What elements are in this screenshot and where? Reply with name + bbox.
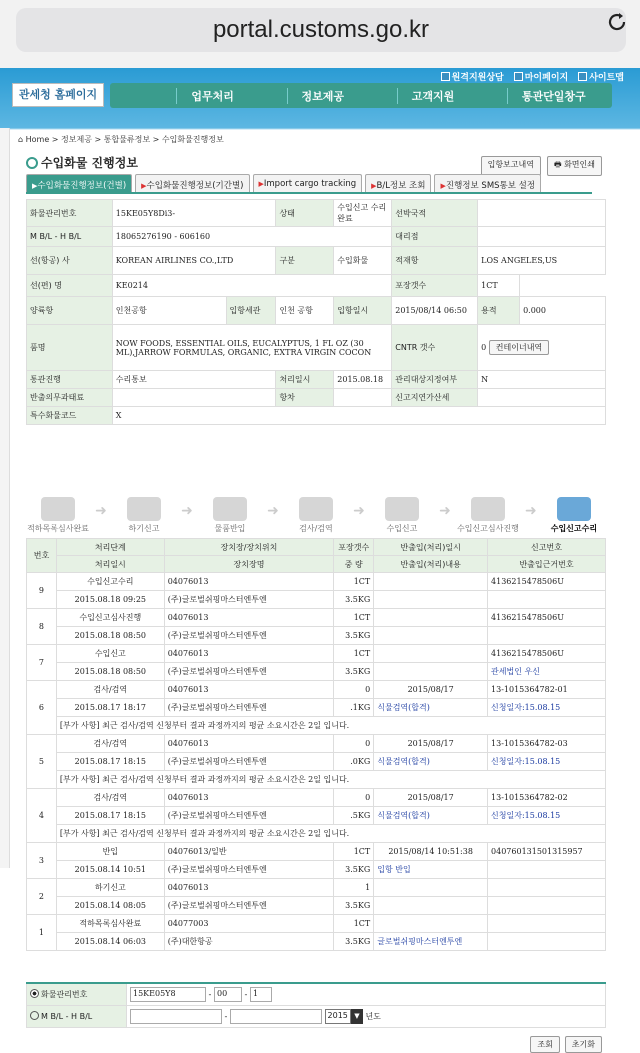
step-review: 수입신고심사진행 xyxy=(456,497,520,534)
row-stage: 적하목록심사완료 xyxy=(56,915,164,933)
row-basis xyxy=(488,627,606,645)
row-no: 9 xyxy=(27,573,57,609)
row-basis: 신청일자:15.08.15 xyxy=(488,807,606,825)
row-package: 0 xyxy=(334,735,374,753)
tab-sms[interactable]: ▶진행정보 SMS통보 설정 xyxy=(434,174,541,192)
row-basis xyxy=(488,861,606,879)
row-stage: 검사/검역 xyxy=(56,789,164,807)
magnifier-icon xyxy=(299,497,333,521)
step-accepted: 수입신고수리 xyxy=(542,497,606,534)
table-row xyxy=(27,663,606,681)
row-decl-no: 13-1015364782-01 xyxy=(488,681,606,699)
row-yard: (주)글로벌쉬핑마스터엔투엔 xyxy=(164,897,334,915)
table-row-note xyxy=(27,825,606,843)
row-package: 1CT xyxy=(334,573,374,591)
progress-steps xyxy=(26,488,606,534)
row-no: 7 xyxy=(27,645,57,681)
row-weight: 3.5KG xyxy=(334,933,374,951)
row-time: 2015.08.17 18:15 xyxy=(56,807,164,825)
home-button[interactable]: 관세청 홈페이지 xyxy=(12,83,104,107)
row-weight: .5KG xyxy=(334,807,374,825)
table-row-note xyxy=(27,717,606,735)
row-time: 2015.08.14 08:05 xyxy=(56,897,164,915)
row-weight: 3.5KG xyxy=(334,897,374,915)
mbl-input[interactable] xyxy=(130,1009,222,1024)
row-location: 04076013 xyxy=(164,735,334,753)
cargo-info-table: 화물관리번호 15KE05Y8Di3- 상태 수입신고 수리 완료 선박국적 M B/L - H B/L 18065276190 - 606160 대리점 선(항공) 사 KOREAN AIRLINES CO.,LTD 구분 수입화물 적재항 LOS ANGELES,US 선(편) 명 KE0214 포장갯수 1CT 양륙항 인천공항 입항세관 인천 공항 입항일시 2015/08/14 06:50 용적 0.000 품명 NOW FOODS, ESSENTIAL OILS, EUCALYPTUS, 1 FL OZ (30 ML),JARROW FORMULAS, ORGANIC, EXTRA VIRGIN COCON CNTR 갯수 0 컨테이너내역 통관진행 수리통보 처리일시 2015.08.18 관리대상지정여부 N 반출의무과태료 항차 신고지연가산세 특수화물코드 X xyxy=(26,199,606,425)
row-inout-time xyxy=(374,915,488,933)
row-time: 2015.08.14 06:03 xyxy=(56,933,164,951)
document-icon xyxy=(471,497,505,521)
row-location: 04076013/일반 xyxy=(164,843,334,861)
row-inout-time: 2015/08/17 xyxy=(374,681,488,699)
row-yard: (주)글로벌쉬핑마스터엔투엔 xyxy=(164,807,334,825)
row-stage: 하기신고 xyxy=(56,879,164,897)
cargo-no-input-1[interactable]: 15KE05Y8 xyxy=(130,987,206,1002)
row-content: 식물검역(합격) xyxy=(374,699,488,717)
row-content: 식물검역(합격) xyxy=(374,753,488,771)
table-row xyxy=(27,627,606,645)
table-row xyxy=(27,681,606,699)
row-content xyxy=(374,663,488,681)
step-manifest: 적하목록심사완료 xyxy=(26,497,90,534)
row-no: 1 xyxy=(27,915,57,951)
row-yard: (주)글로벌쉬핑마스터엔투엔 xyxy=(164,861,334,879)
step-unload: 하기신고 xyxy=(112,497,176,534)
row-decl-no: 13-1015364782-02 xyxy=(488,789,606,807)
row-stage: 수입신고수리 xyxy=(56,573,164,591)
row-basis xyxy=(488,897,606,915)
row-no: 8 xyxy=(27,609,57,645)
row-stage: 반입 xyxy=(56,843,164,861)
arrow-icon: ➜ xyxy=(525,503,537,519)
row-decl-no: 4136215478506U xyxy=(488,645,606,663)
row-content: 입항 반입 xyxy=(374,861,488,879)
row-inout-time xyxy=(374,645,488,663)
row-no: 4 xyxy=(27,789,57,843)
arrow-icon: ➜ xyxy=(439,503,451,519)
link-remote-support[interactable]: 원격지원상담 xyxy=(441,70,504,83)
row-stage: 검사/검역 xyxy=(56,735,164,753)
table-row xyxy=(27,699,606,717)
row-inout-time: 2015/08/17 xyxy=(374,789,488,807)
chevron-down-icon[interactable]: ▼ xyxy=(351,1009,363,1024)
row-package: 1CT xyxy=(334,915,374,933)
row-package: 1CT xyxy=(334,609,374,627)
row-yard: (주)대한항공 xyxy=(164,933,334,951)
menu-work[interactable]: 업무처리 xyxy=(176,88,234,104)
crane-icon xyxy=(127,497,161,521)
row-weight: 3.5KG xyxy=(334,627,374,645)
tab-import-tracking[interactable]: ▶Import cargo tracking xyxy=(253,174,363,192)
row-location: 04076013 xyxy=(164,681,334,699)
table-row xyxy=(27,879,606,897)
computer-icon xyxy=(557,497,591,521)
link-mypage[interactable]: 마이페이지 xyxy=(514,70,568,83)
tab-single[interactable]: ▶수입화물진행정보(건별) xyxy=(26,174,132,192)
step-declare: 수입신고 xyxy=(370,497,434,534)
row-note: [부가 사항] 최근 검사/검역 신청부터 결과 과정까지의 평균 소요시간은 2일 입니다. xyxy=(56,771,605,789)
row-yard: (주)글로벌쉬핑마스터엔투엔 xyxy=(164,699,334,717)
table-row xyxy=(27,591,606,609)
page-title: 수입화물 진행정보 xyxy=(26,154,138,171)
row-weight: 3.5KG xyxy=(334,663,374,681)
tab-bar xyxy=(26,174,592,194)
radio-cargo-no[interactable] xyxy=(30,989,39,998)
table-row xyxy=(27,933,606,951)
row-inout-time xyxy=(374,879,488,897)
pen-icon xyxy=(385,497,419,521)
row-location: 04076013 xyxy=(164,609,334,627)
row-package: 1CT xyxy=(334,843,374,861)
reload-icon[interactable] xyxy=(604,9,630,35)
row-decl-no: 040760131501315957 xyxy=(488,843,606,861)
printer-icon: 🖶 xyxy=(553,160,565,169)
main-menu xyxy=(110,83,612,108)
row-content: 글로벌쉬핑마스터엔투엔 xyxy=(374,933,488,951)
table-row xyxy=(27,897,606,915)
progress-table: 번호 처리단계 장치장/장치위치 포장갯수 반출입(처리)일시 신고번호 처리일시 장치장명 중 량 반출입(처리)내용 반출입근거번호 9 수입신고수리 04076013 1CT 4136215478506U 2015.08.18 09:25 (주)글로벌쉬핑마스터엔투엔 3.5KG 8 수입신고심사진행 04076013 1CT 4136215478506U 2015.08.18 08:50 (주)글로벌쉬핑마스터엔투엔 3.5KG 7 수입신고 04076013 1CT 4136215478506U 2015.08.18 08:50 (주)글로벌쉬핑마스터엔투엔 3.5KG 관세법인 우신 6 검사/검역 04076013 0 2015/08/17 13-1015364782-01 2015.08.17 18:17 (주)글로벌쉬핑마스터엔투엔 .1KG 식물검역(합격) 신청일자:15.08.15 [부가 사항] 최근 검사/검역 신청부터 결과 과정까지의 평균 소요시간은 2일 입니다. 5 검사/검역 04076013 0 2015/08/17 13-1015364782-03 2015.08.17 18:15 (주)글로벌쉬핑마스터엔투엔 .0KG 식물검역(합격) 신청일자:15.08.15 [부가 사항] 최근 검사/검역 신청부터 결과 과정까지의 평균 소요시간은 2일 입니다. 4 검사/검역 04076013 0 2015/08/17 13-1015364782-02 2015.08.17 18:15 (주)글로벌쉬핑마스터엔투엔 .5KG 식물검역(합격) 신청일자:15.08.15 [부가 사항] 최근 검사/검역 신청부터 결과 과정까지의 평균 소요시간은 2일 입니다. 3 반입 04076013/일반 1CT 2015/08/14 10:51:38 040760131501315957 2015.08.14 10:51 (주)글로벌쉬핑마스터엔투엔 3.5KG 입항 반입 2 하기신고 04076013 1 2015.08.14 08:05 (주)글로벌쉬핑마스터엔투엔 3.5KG 1 적하목록심사완료 04077003 1CT 2015.08.14 06:03 (주)대한항공 3.5KG 글로벌쉬핑마스터엔투엔 xyxy=(26,538,606,951)
breadcrumb: ⌂ Home > 정보제공 > 통합물류정보 > 수입화물진행정보 xyxy=(18,135,224,144)
row-decl-no xyxy=(488,915,606,933)
sitemap-icon xyxy=(578,72,587,81)
row-yard: (주)글로벌쉬핑마스터엔투엔 xyxy=(164,627,334,645)
row-inout-time xyxy=(374,573,488,591)
radio-bl[interactable] xyxy=(30,1011,39,1020)
row-stage: 수입신고심사진행 xyxy=(56,609,164,627)
step-inspection: 검사/검역 xyxy=(284,497,348,534)
menu-info[interactable]: 정보제공 xyxy=(287,88,345,104)
row-decl-no: 4136215478506U xyxy=(488,609,606,627)
row-location: 04076013 xyxy=(164,645,334,663)
print-button[interactable]: 🖶 화면인쇄 xyxy=(547,156,602,176)
table-row xyxy=(27,735,606,753)
tab-bl-info[interactable]: ▶B/L정보 조회 xyxy=(365,174,431,192)
row-package: 1CT xyxy=(334,645,374,663)
row-weight: .1KG xyxy=(334,699,374,717)
row-time: 2015.08.18 08:50 xyxy=(56,663,164,681)
user-icon xyxy=(514,72,523,81)
table-row xyxy=(27,645,606,663)
left-strip xyxy=(0,128,10,868)
table-row xyxy=(27,807,606,825)
row-basis xyxy=(488,591,606,609)
row-weight: 3.5KG xyxy=(334,861,374,879)
table-row xyxy=(27,573,606,591)
table-row xyxy=(27,789,606,807)
row-package: 1 xyxy=(334,879,374,897)
row-yard: (주)글로벌쉬핑마스터엔투엔 xyxy=(164,663,334,681)
row-location: 04076013 xyxy=(164,879,334,897)
row-inout-time: 2015/08/17 xyxy=(374,735,488,753)
row-content xyxy=(374,591,488,609)
row-basis: 신청일자:15.08.15 xyxy=(488,753,606,771)
row-weight: 3.5KG xyxy=(334,591,374,609)
reset-button[interactable]: 초기화 xyxy=(565,1036,602,1053)
row-yard: (주)글로벌쉬핑마스터엔투엔 xyxy=(164,591,334,609)
table-row xyxy=(27,843,606,861)
row-inout-time xyxy=(374,609,488,627)
table-row xyxy=(27,915,606,933)
row-yard: (주)글로벌쉬핑마스터엔투엔 xyxy=(164,753,334,771)
row-decl-no xyxy=(488,879,606,897)
search-button[interactable]: 조회 xyxy=(530,1036,559,1053)
remote-icon xyxy=(441,72,450,81)
cargo-no-input-3[interactable]: 1 xyxy=(250,987,272,1002)
stamp-icon xyxy=(41,497,75,521)
truck-icon xyxy=(213,497,247,521)
row-basis: 신청일자:15.08.15 xyxy=(488,699,606,717)
menu-support[interactable]: 고객지원 xyxy=(397,88,455,104)
menu-single-window[interactable]: 통관단일창구 xyxy=(507,88,586,104)
row-location: 04076013 xyxy=(164,789,334,807)
url-field[interactable]: portal.customs.go.kr xyxy=(16,8,626,52)
title-icon xyxy=(26,157,38,169)
row-note: [부가 사항] 최근 검사/검역 신청부터 결과 과정까지의 평균 소요시간은 2일 입니다. xyxy=(56,825,605,843)
arrow-icon: ➜ xyxy=(267,503,279,519)
row-stage: 검사/검역 xyxy=(56,681,164,699)
arrow-icon: ➜ xyxy=(181,503,193,519)
row-basis xyxy=(488,933,606,951)
row-content xyxy=(374,897,488,915)
row-no: 6 xyxy=(27,681,57,735)
portal-page xyxy=(0,68,640,1049)
top-links xyxy=(441,70,624,83)
table-row xyxy=(27,753,606,771)
hbl-input[interactable] xyxy=(230,1009,322,1024)
row-no: 3 xyxy=(27,843,57,879)
arrival-report-button[interactable]: 입항보고내역 xyxy=(481,156,541,176)
row-time: 2015.08.17 18:15 xyxy=(56,753,164,771)
row-content: 식물검역(합격) xyxy=(374,807,488,825)
table-row xyxy=(27,861,606,879)
arrow-icon: ➜ xyxy=(353,503,365,519)
row-note: [부가 사항] 최근 검사/검역 신청부터 결과 과정까지의 평균 소요시간은 2일 입니다. xyxy=(56,717,605,735)
row-package: 0 xyxy=(334,681,374,699)
tab-period[interactable]: ▶수입화물진행정보(기간별) xyxy=(135,174,249,192)
row-time: 2015.08.18 08:50 xyxy=(56,627,164,645)
search-form: 화물관리번호 15KE05Y8 - 00 - 1 M B/L - H B/L - 2015 ▼ 년도 xyxy=(26,982,606,1028)
row-location: 04076013 xyxy=(164,573,334,591)
row-time: 2015.08.17 18:17 xyxy=(56,699,164,717)
container-list-button[interactable]: 컨테이너내역 xyxy=(489,340,549,355)
row-time: 2015.08.14 10:51 xyxy=(56,861,164,879)
browser-bar xyxy=(0,0,640,68)
table-row xyxy=(27,609,606,627)
row-package: 0 xyxy=(334,789,374,807)
cargo-no-input-2[interactable]: 00 xyxy=(214,987,242,1002)
year-select[interactable]: 2015 xyxy=(325,1009,351,1024)
row-no: 5 xyxy=(27,735,57,789)
row-location: 04077003 xyxy=(164,915,334,933)
step-warehouse: 물품반입 xyxy=(198,497,262,534)
row-decl-no: 4136215478506U xyxy=(488,573,606,591)
row-basis: 관세법인 우신 xyxy=(488,663,606,681)
title-buttons xyxy=(481,156,602,176)
row-stage: 수입신고 xyxy=(56,645,164,663)
row-time: 2015.08.18 09:25 xyxy=(56,591,164,609)
row-inout-time: 2015/08/14 10:51:38 xyxy=(374,843,488,861)
row-decl-no: 13-1015364782-03 xyxy=(488,735,606,753)
row-weight: .0KG xyxy=(334,753,374,771)
arrow-icon: ➜ xyxy=(95,503,107,519)
home-icon: ⌂ xyxy=(18,135,26,144)
table-row-note xyxy=(27,771,606,789)
row-content xyxy=(374,627,488,645)
link-sitemap[interactable]: 사이트맵 xyxy=(578,70,624,83)
search-buttons xyxy=(530,1036,602,1053)
row-no: 2 xyxy=(27,879,57,915)
